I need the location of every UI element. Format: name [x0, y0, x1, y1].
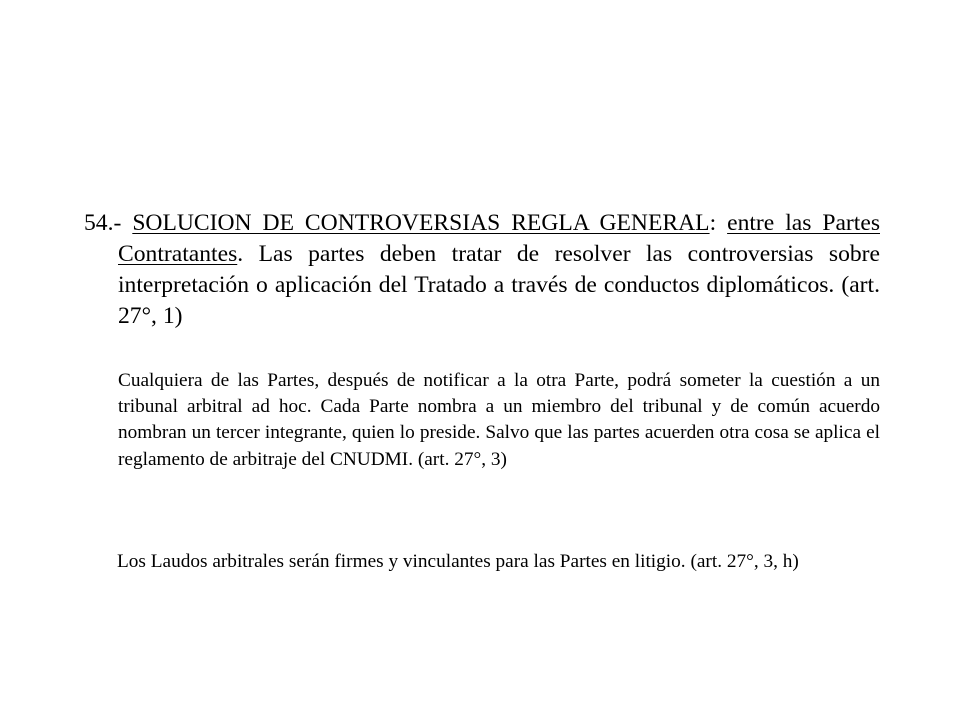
section-title: SOLUCION DE CONTROVERSIAS REGLA GENERAL	[132, 210, 710, 236]
arbitration-paragraph: Cualquiera de las Partes, después de notificar a la otra Parte, podrá someter la cuestión a un tribunal arbitral ad hoc. Cada Parte nombra a un miembro del tribunal y de común acuerdo nombran un tercer integrante, quien lo preside. Salvo que las partes acuerden otra cosa se aplica el reglamento de arbitraje del CNUDMI. (art. 27°, 3)	[118, 370, 880, 470]
section-number: 54.-	[84, 210, 122, 236]
section-body: . Las partes deben tratar de resolver las controversias sobre interpretación o aplicación del Tratado a través de conductos diplomáticos. (art. 27°, 1)	[118, 241, 880, 329]
section-scope: entre las Partes Contratantes	[118, 210, 880, 267]
awards-paragraph: Los Laudos arbitrales serán firmes y vinculantes para las Partes en litigio. (art. 27°, 3, h)	[117, 551, 799, 572]
section-heading-paragraph	[84, 208, 880, 332]
title-separator: :	[709, 210, 717, 236]
